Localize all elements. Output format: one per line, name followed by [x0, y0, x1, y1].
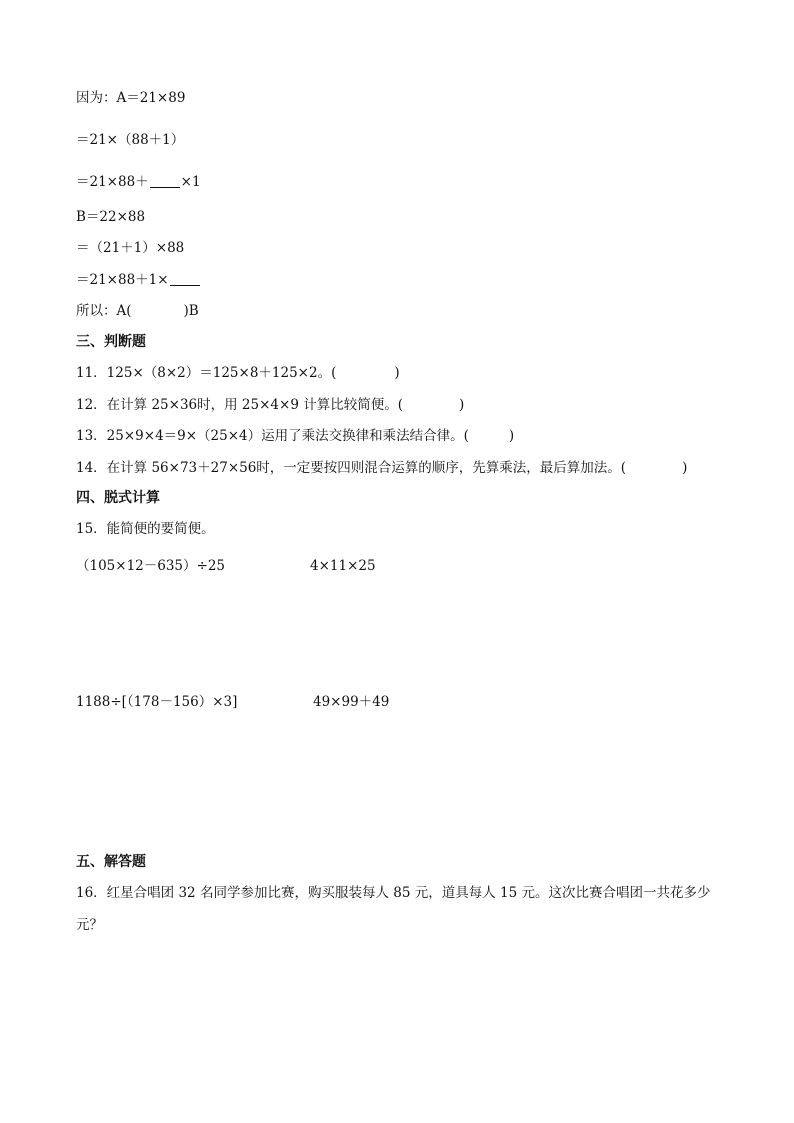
derivation-line-7-prefix: 所以：A(	[76, 303, 132, 319]
derivation-line-4-text: B＝22×88	[76, 209, 146, 225]
question-12-close: )	[458, 397, 465, 413]
derivation-line-2-text: ＝21×（88＋1）	[76, 132, 185, 148]
section-3-heading-text: 三、判断题	[76, 334, 146, 350]
question-14-text: 14．在计算 56×73＋27×56时，一定要按四则混合运算的顺序，先算乘法，最后算加法。(	[76, 460, 627, 476]
section-3-heading	[76, 333, 146, 351]
calc-expression-3: 1188÷[（178－156）×3]	[76, 694, 238, 710]
derivation-line-1-text: 因为：A＝21×89	[76, 90, 186, 106]
fill-blank-1[interactable]	[150, 173, 180, 188]
derivation-line-6-prefix: ＝21×88＋1×	[76, 272, 169, 288]
calc-expression-1: （105×12－635）÷25	[76, 558, 226, 574]
calc-expression-4: 49×99＋49	[313, 694, 390, 710]
question-15	[76, 520, 215, 538]
section-5-heading	[76, 853, 146, 871]
question-16-line-1	[76, 884, 710, 902]
question-11-text: 11．125×（8×2）＝125×8＋125×2。(	[76, 365, 337, 381]
section-5-heading-text: 五、解答题	[76, 854, 146, 870]
derivation-line-3-prefix: ＝21×88＋	[76, 174, 149, 190]
section-4-heading-text: 四、脱式计算	[76, 490, 160, 506]
question-16-line-1-text: 16．红星合唱团 32 名同学参加比赛，购买服装每人 85 元，道具每人 15 元。这次比赛合唱团一共花多少	[76, 885, 711, 901]
question-14	[76, 459, 687, 477]
fill-blank-2[interactable]	[170, 271, 200, 286]
question-16-line-2	[76, 916, 103, 934]
question-12-text: 12．在计算 25×36时，用 25×4×9 计算比较简便。(	[76, 397, 403, 413]
calc-expression-2: 4×11×25	[310, 558, 376, 574]
question-13	[76, 427, 514, 445]
question-11-close: )	[394, 365, 400, 381]
question-13-text: 13．25×9×4＝9×（25×4）运用了乘法交换律和乘法结合律。(	[76, 428, 469, 444]
derivation-line-3	[76, 173, 201, 191]
section-4-heading	[76, 489, 160, 507]
derivation-line-1	[76, 89, 185, 107]
derivation-line-6	[76, 271, 201, 289]
derivation-line-4	[76, 208, 145, 226]
derivation-line-7-suffix: )B	[183, 303, 199, 319]
question-14-close: )	[682, 460, 688, 476]
question-16-line-2-text: 元？	[76, 917, 103, 933]
question-12	[76, 396, 464, 414]
question-11	[76, 364, 400, 382]
question-15-text: 15．能简便的要简便。	[76, 521, 215, 537]
derivation-line-3-suffix: ×1	[180, 174, 201, 190]
derivation-line-5-text: ＝（21＋1）×88	[76, 240, 185, 256]
derivation-line-2	[76, 131, 184, 149]
question-13-close: )	[508, 428, 515, 444]
derivation-line-7	[76, 302, 199, 320]
derivation-line-5	[76, 239, 184, 257]
